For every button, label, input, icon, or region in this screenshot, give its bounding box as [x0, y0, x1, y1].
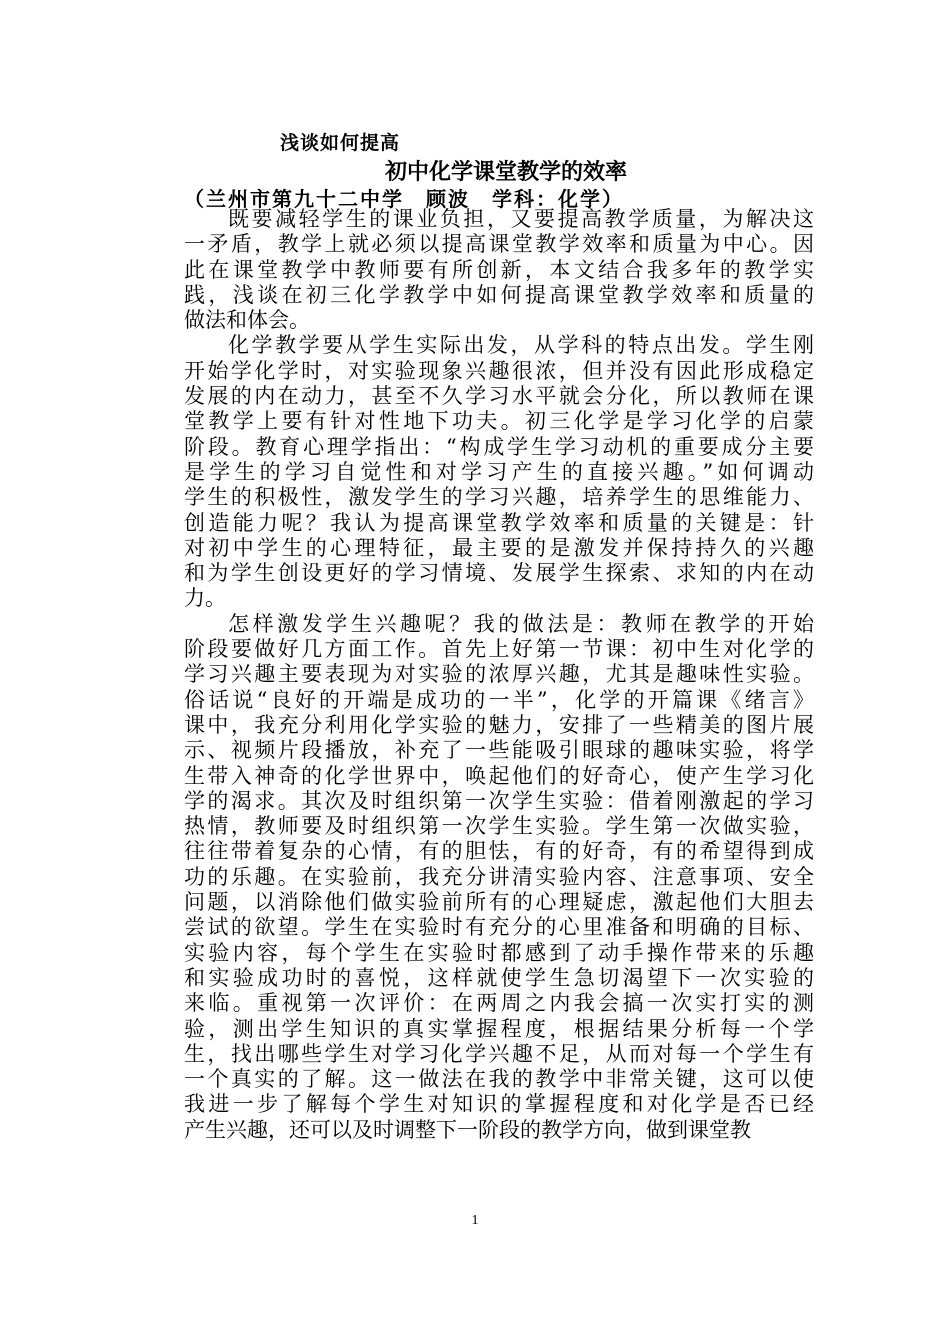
text-line: 产生兴趣，还可以及时调整下一阶段的教学方向，做到课堂教 — [184, 1117, 751, 1142]
text-line: 堂教学上要有针对性地下功夫。初三化学是学习化学的启蒙 — [184, 409, 814, 434]
text-line: 一个真实的了解。这一做法在我的教学中非常关键，这可以使 — [184, 1067, 814, 1092]
text-line: 尝试的欲望。学生在实验时有充分的心里准备和明确的目标、 — [184, 915, 814, 940]
text-line: 发展的内在动力，甚至不久学习水平就会分化，所以教师在课 — [184, 384, 814, 409]
text-line: 力。 — [184, 586, 226, 611]
text-line: 此在课堂教学中教师要有所创新，本文结合我多年的教学实 — [184, 257, 814, 282]
author-byline: （兰州市第九十二中学 顾波 学科：化学） — [184, 187, 624, 211]
article-body — [184, 207, 814, 1143]
text-line: 实验内容，每个学生在实验时都感到了动手操作带来的乐趣 — [184, 940, 814, 965]
text-line: 功的乐趣。在实验前，我充分讲清实验内容、注意事项、安全 — [184, 864, 814, 889]
text-line: 阶段。教育心理学指出：“构成学生学习动机的重要成分主要 — [184, 434, 814, 459]
paragraph-2 — [184, 333, 814, 611]
text-line: 我进一步了解每个学生对知识的掌握程度和对化学是否已经 — [184, 1092, 814, 1117]
paragraph-3 — [184, 612, 814, 1143]
text-line: 热情，教师要及时组织第一次学生实验。学生第一次做实验， — [184, 814, 814, 839]
text-line: 学的渴求。其次及时组织第一次学生实验：借着刚激起的学习 — [184, 788, 814, 813]
text-line: 俗话说“良好的开端是成功的一半”，化学的开篇课《绪言》 — [184, 687, 814, 712]
page-number: 1 — [471, 1213, 479, 1228]
text-line: 做法和体会。 — [184, 308, 310, 333]
text-line: 阶段要做好几方面工作。首先上好第一节课：初中生对化学的 — [184, 637, 814, 662]
pre-title: 浅谈如何提高 — [280, 132, 401, 154]
text-line: 既要减轻学生的课业负担，又要提高教学质量，为解决这 — [228, 207, 814, 231]
text-line: 示、视频片段播放，补充了一些能吸引眼球的趣味实验，将学 — [184, 738, 814, 763]
text-line: 和实验成功时的喜悦，这样就使学生急切渴望下一次实验的 — [184, 965, 814, 990]
text-line: 开始学化学时，对实验现象兴趣很浓，但并没有因此形成稳定 — [184, 358, 814, 383]
text-line: 化学教学要从学生实际出发，从学科的特点出发。学生刚 — [228, 333, 814, 358]
text-line: 和为学生创设更好的学习情境、发展学生探索、求知的内在动 — [184, 561, 814, 586]
text-line: 一矛盾，教学上就必须以提高课堂教学效率和质量为中心。因 — [184, 232, 814, 257]
text-line: 学习兴趣主要表现为对实验的浓厚兴趣，尤其是趣味性实验。 — [184, 662, 814, 687]
text-line: 来临。重视第一次评价：在两周之内我会搞一次实打实的测 — [184, 991, 814, 1016]
text-line: 创造能力呢？我认为提高课堂教学效率和质量的关键是：针 — [184, 510, 814, 535]
text-line: 对初中学生的心理特征，最主要的是激发并保持持久的兴趣 — [184, 535, 814, 560]
page-title: 初中化学课堂教学的效率 — [385, 160, 628, 185]
text-line: 问题，以消除他们做实验前所有的心理疑虑，激起他们大胆去 — [184, 890, 814, 915]
text-line: 践，浅谈在初三化学教学中如何提高课堂教学效率和质量的 — [184, 282, 814, 307]
text-line: 学生的积极性，激发学生的学习兴趣，培养学生的思维能力、 — [184, 485, 814, 510]
text-line: 怎样激发学生兴趣呢？我的做法是：教师在教学的开始 — [228, 611, 814, 636]
text-line: 生带入神奇的化学世界中，唤起他们的好奇心，使产生学习化 — [184, 763, 814, 788]
text-line: 课中，我充分利用化学实验的魅力，安排了一些精美的图片展 — [184, 712, 814, 737]
text-line: 往往带着复杂的心情，有的胆怯，有的好奇，有的希望得到成 — [184, 839, 814, 864]
text-line: 是学生的学习自觉性和对学习产生的直接兴趣。”如何调动 — [184, 459, 814, 484]
text-line: 验，测出学生知识的真实掌握程度，根据结果分析每一个学 — [184, 1016, 814, 1041]
text-line: 生，找出哪些学生对学习化学兴趣不足，从而对每一个学生有 — [184, 1041, 814, 1066]
paragraph-1 — [184, 207, 814, 333]
